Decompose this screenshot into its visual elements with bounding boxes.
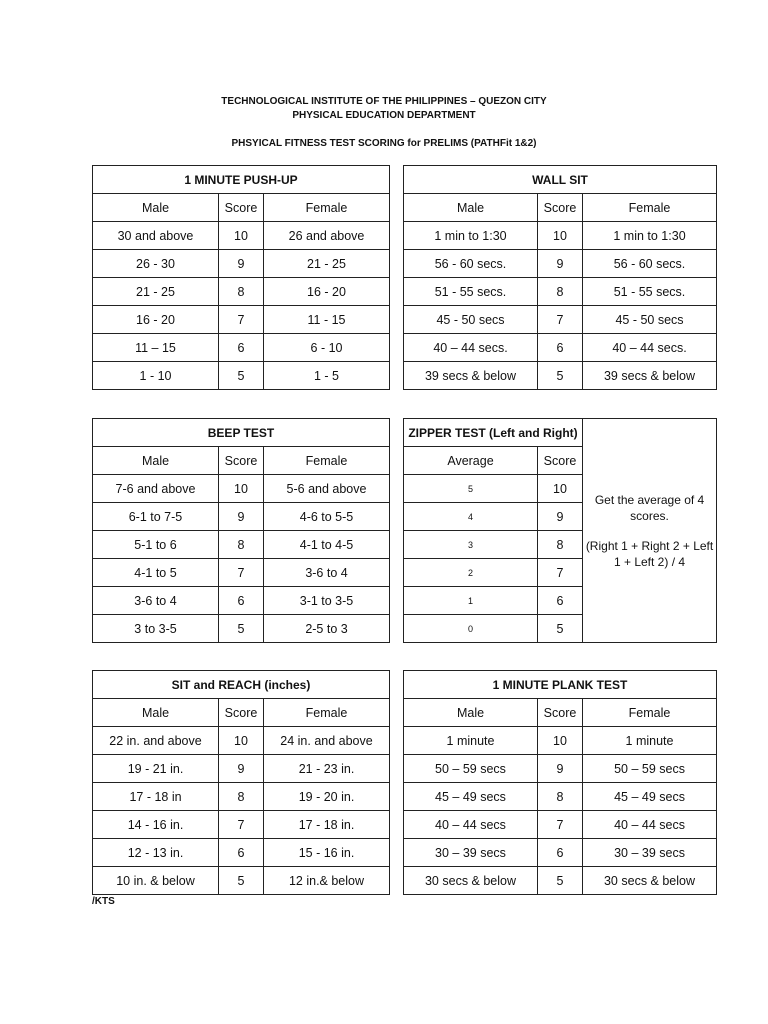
table-row — [93, 531, 390, 559]
score-value: 10 — [219, 222, 264, 250]
table-row — [93, 222, 390, 250]
male-value: 40 – 44 secs. — [404, 334, 538, 362]
male-value: 17 - 18 in — [93, 783, 219, 811]
column-header-male: Male — [93, 194, 219, 222]
female-value: 12 in.& below — [264, 867, 390, 895]
male-value: 50 – 59 secs — [404, 755, 538, 783]
male-value: 40 – 44 secs — [404, 811, 538, 839]
male-value: 10 in. & below — [93, 867, 219, 895]
table-row — [404, 278, 717, 306]
table-row — [404, 222, 717, 250]
beep-header-row — [93, 447, 390, 475]
female-value: 4-1 to 4-5 — [264, 531, 390, 559]
score-value: 9 — [538, 755, 583, 783]
table-row — [93, 867, 390, 895]
column-header-female: Female — [264, 447, 390, 475]
score-value: 6 — [219, 334, 264, 362]
male-value: 12 - 13 in. — [93, 839, 219, 867]
beep-title: BEEP TEST — [93, 419, 390, 447]
male-value: 1 - 10 — [93, 362, 219, 390]
average-value: 4 — [404, 503, 538, 531]
column-header-average: Average — [404, 447, 538, 475]
score-value: 10 — [538, 222, 583, 250]
sitreach-header-row — [93, 699, 390, 727]
male-value: 45 – 49 secs — [404, 783, 538, 811]
male-value: 51 - 55 secs. — [404, 278, 538, 306]
female-value: 1 minute — [583, 727, 717, 755]
score-value: 6 — [219, 839, 264, 867]
column-header-male: Male — [93, 699, 219, 727]
score-value: 10 — [219, 475, 264, 503]
score-value: 8 — [538, 278, 583, 306]
table-row — [93, 306, 390, 334]
column-header-score: Score — [538, 699, 583, 727]
score-value: 5 — [219, 615, 264, 643]
column-header-score: Score — [219, 699, 264, 727]
female-value: 17 - 18 in. — [264, 811, 390, 839]
table-row — [93, 587, 390, 615]
female-value: 4-6 to 5-5 — [264, 503, 390, 531]
average-value: 1 — [404, 587, 538, 615]
plank-table — [403, 670, 717, 895]
zipper-note-instruction: Get the average of 4 scores. — [594, 492, 705, 523]
male-value: 21 - 25 — [93, 278, 219, 306]
table-row — [93, 755, 390, 783]
score-value: 6 — [538, 334, 583, 362]
sitreach-title: SIT and REACH (inches) — [93, 671, 390, 699]
table-row — [93, 811, 390, 839]
table-row — [93, 783, 390, 811]
female-value: 6 - 10 — [264, 334, 390, 362]
female-value: 1 - 5 — [264, 362, 390, 390]
score-value: 9 — [538, 250, 583, 278]
score-value: 5 — [538, 615, 583, 643]
score-value: 7 — [538, 559, 583, 587]
wallsit-header-row — [404, 194, 717, 222]
column-header-score: Score — [219, 447, 264, 475]
score-value: 6 — [538, 587, 583, 615]
female-value: 11 - 15 — [264, 306, 390, 334]
female-value: 24 in. and above — [264, 727, 390, 755]
table-row — [93, 278, 390, 306]
column-header-female: Female — [264, 699, 390, 727]
score-value: 6 — [219, 587, 264, 615]
male-value: 4-1 to 5 — [93, 559, 219, 587]
table-row — [404, 839, 717, 867]
table-row — [93, 475, 390, 503]
male-value: 45 - 50 secs — [404, 306, 538, 334]
table-row — [404, 250, 717, 278]
column-header-score: Score — [538, 447, 583, 475]
column-header-male: Male — [93, 447, 219, 475]
document-subtitle: PHSYICAL FITNESS TEST SCORING for PRELIMS (PATHFit 1&2) — [231, 138, 537, 149]
wallsit-title: WALL SIT — [404, 166, 717, 194]
score-value: 9 — [219, 250, 264, 278]
table-row — [404, 334, 717, 362]
score-value: 9 — [538, 503, 583, 531]
score-value: 5 — [219, 362, 264, 390]
table-row — [404, 306, 717, 334]
column-header-male: Male — [404, 699, 538, 727]
female-value: 51 - 55 secs. — [583, 278, 717, 306]
male-value: 6-1 to 7-5 — [93, 503, 219, 531]
female-value: 5-6 and above — [264, 475, 390, 503]
score-value: 5 — [219, 867, 264, 895]
department-name: PHYSICAL EDUCATION DEPARTMENT — [292, 110, 476, 121]
female-value: 50 – 59 secs — [583, 755, 717, 783]
female-value: 39 secs & below — [583, 362, 717, 390]
score-value: 10 — [538, 727, 583, 755]
column-header-male: Male — [404, 194, 538, 222]
table-row — [93, 334, 390, 362]
column-header-female: Female — [264, 194, 390, 222]
zipper-table — [403, 418, 717, 643]
score-value: 8 — [219, 278, 264, 306]
male-value: 30 and above — [93, 222, 219, 250]
score-value: 10 — [219, 727, 264, 755]
score-value: 7 — [538, 306, 583, 334]
zipper-note-formula: (Right 1 + Right 2 + Left 1 + Left 2) / 4 — [585, 538, 714, 569]
sitreach-table — [92, 670, 390, 895]
female-value: 3-6 to 4 — [264, 559, 390, 587]
score-value: 9 — [219, 755, 264, 783]
male-value: 1 min to 1:30 — [404, 222, 538, 250]
zipper-title: ZIPPER TEST (Left and Right) — [404, 419, 583, 447]
average-value: 2 — [404, 559, 538, 587]
score-value: 8 — [219, 783, 264, 811]
pushup-header-row — [93, 194, 390, 222]
female-value: 40 – 44 secs. — [583, 334, 717, 362]
male-value: 14 - 16 in. — [93, 811, 219, 839]
table-row — [93, 503, 390, 531]
table-row — [404, 727, 717, 755]
male-value: 3-6 to 4 — [93, 587, 219, 615]
average-value: 5 — [404, 475, 538, 503]
average-value: 3 — [404, 531, 538, 559]
female-value: 2-5 to 3 — [264, 615, 390, 643]
female-value: 21 - 25 — [264, 250, 390, 278]
female-value: 16 - 20 — [264, 278, 390, 306]
female-value: 30 secs & below — [583, 867, 717, 895]
female-value: 19 - 20 in. — [264, 783, 390, 811]
column-header-score: Score — [538, 194, 583, 222]
score-value: 10 — [538, 475, 583, 503]
male-value: 30 – 39 secs — [404, 839, 538, 867]
female-value: 40 – 44 secs — [583, 811, 717, 839]
wallsit-table — [403, 165, 717, 390]
column-header-score: Score — [219, 194, 264, 222]
table-row — [93, 362, 390, 390]
plank-header-row — [404, 699, 717, 727]
author-initials: /KTS — [92, 896, 115, 907]
pushup-table — [92, 165, 390, 390]
score-value: 6 — [538, 839, 583, 867]
score-value: 5 — [538, 867, 583, 895]
average-value: 0 — [404, 615, 538, 643]
score-value: 8 — [538, 783, 583, 811]
table-row — [93, 250, 390, 278]
female-value: 21 - 23 in. — [264, 755, 390, 783]
male-value: 56 - 60 secs. — [404, 250, 538, 278]
table-row — [93, 615, 390, 643]
column-header-female: Female — [583, 699, 717, 727]
male-value: 26 - 30 — [93, 250, 219, 278]
male-value: 19 - 21 in. — [93, 755, 219, 783]
score-value: 7 — [219, 306, 264, 334]
female-value: 26 and above — [264, 222, 390, 250]
table-row — [404, 867, 717, 895]
score-value: 8 — [538, 531, 583, 559]
score-value: 5 — [538, 362, 583, 390]
table-row — [93, 559, 390, 587]
zipper-note — [583, 419, 717, 643]
score-value: 9 — [219, 503, 264, 531]
female-value: 45 – 49 secs — [583, 783, 717, 811]
column-header-female: Female — [583, 194, 717, 222]
male-value: 16 - 20 — [93, 306, 219, 334]
table-row — [93, 727, 390, 755]
score-value: 7 — [538, 811, 583, 839]
table-row — [404, 362, 717, 390]
male-value: 1 minute — [404, 727, 538, 755]
table-row — [404, 783, 717, 811]
score-value: 7 — [219, 559, 264, 587]
male-value: 22 in. and above — [93, 727, 219, 755]
male-value: 39 secs & below — [404, 362, 538, 390]
table-row — [93, 839, 390, 867]
female-value: 30 – 39 secs — [583, 839, 717, 867]
female-value: 45 - 50 secs — [583, 306, 717, 334]
beep-table — [92, 418, 390, 643]
male-value: 30 secs & below — [404, 867, 538, 895]
table-row — [404, 755, 717, 783]
pushup-title: 1 MINUTE PUSH-UP — [93, 166, 390, 194]
female-value: 3-1 to 3-5 — [264, 587, 390, 615]
male-value: 11 – 15 — [93, 334, 219, 362]
score-value: 7 — [219, 811, 264, 839]
table-row — [404, 811, 717, 839]
plank-title: 1 MINUTE PLANK TEST — [404, 671, 717, 699]
female-value: 56 - 60 secs. — [583, 250, 717, 278]
institution-name: TECHNOLOGICAL INSTITUTE OF THE PHILIPPINES – QUEZON CITY — [221, 96, 547, 107]
female-value: 15 - 16 in. — [264, 839, 390, 867]
score-value: 8 — [219, 531, 264, 559]
male-value: 5-1 to 6 — [93, 531, 219, 559]
male-value: 7-6 and above — [93, 475, 219, 503]
male-value: 3 to 3-5 — [93, 615, 219, 643]
female-value: 1 min to 1:30 — [583, 222, 717, 250]
